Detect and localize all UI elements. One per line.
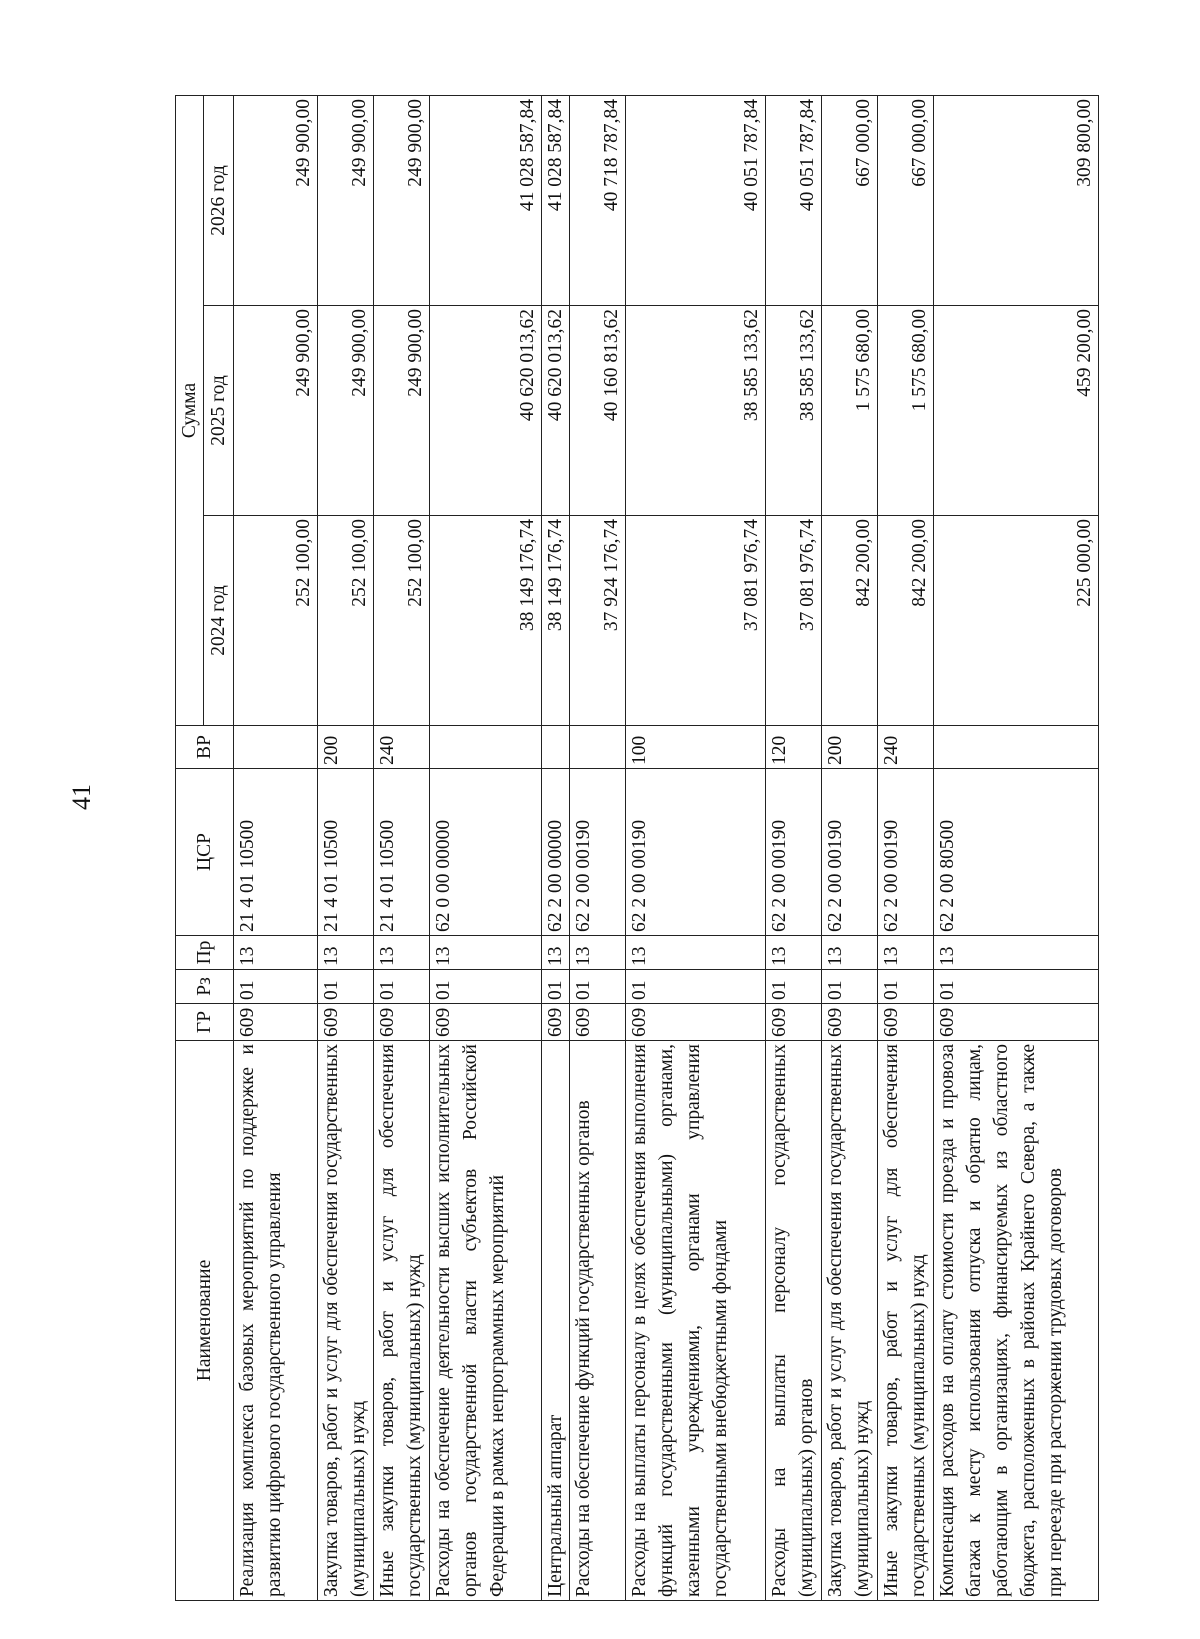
cell-csr: 62 2 00 00190 xyxy=(570,769,626,936)
cell-csr: 62 2 00 00190 xyxy=(626,769,766,936)
header-vr: ВР xyxy=(176,726,234,769)
cell-vr: 100 xyxy=(626,726,766,769)
cell-name: Иные закупки товаров, работ и услуг для обеспечения государственных (муниципальных) нужд xyxy=(374,1041,430,1601)
cell-gr: 609 xyxy=(766,1004,822,1041)
cell-name: Расходы на выплаты персоналу государственных (муниципальных) органов xyxy=(766,1041,822,1601)
table-row xyxy=(878,95,934,1600)
table-row xyxy=(626,95,766,1600)
table-row xyxy=(570,95,626,1600)
cell-y2026: 249 900,00 xyxy=(234,95,318,305)
cell-rz: 01 xyxy=(766,970,822,1004)
cell-y2025: 249 900,00 xyxy=(318,306,374,516)
budget-table xyxy=(175,95,1099,1601)
table-row xyxy=(542,95,570,1600)
cell-vr xyxy=(570,726,626,769)
cell-y2024: 225 000,00 xyxy=(934,516,1099,726)
cell-rz: 01 xyxy=(626,970,766,1004)
cell-y2024: 842 200,00 xyxy=(822,516,878,726)
table-row xyxy=(318,95,374,1600)
cell-gr: 609 xyxy=(318,1004,374,1041)
cell-pr: 13 xyxy=(374,936,430,970)
cell-gr: 609 xyxy=(626,1004,766,1041)
table-row xyxy=(934,95,1099,1600)
header-name: Наименование xyxy=(176,1041,234,1601)
cell-rz: 01 xyxy=(318,970,374,1004)
header-gr: ГР xyxy=(176,1004,234,1041)
cell-y2026: 41 028 587,84 xyxy=(430,95,542,305)
cell-csr: 62 2 00 00190 xyxy=(822,769,878,936)
cell-vr: 240 xyxy=(374,726,430,769)
cell-rz: 01 xyxy=(542,970,570,1004)
cell-gr: 609 xyxy=(234,1004,318,1041)
cell-y2025: 1 575 680,00 xyxy=(822,306,878,516)
cell-csr: 21 4 01 10500 xyxy=(374,769,430,936)
cell-name: Закупка товаров, работ и услуг для обеспечения государственных (муниципальных) нужд xyxy=(822,1041,878,1601)
cell-y2025: 249 900,00 xyxy=(374,306,430,516)
cell-y2026: 249 900,00 xyxy=(318,95,374,305)
cell-y2026: 249 900,00 xyxy=(374,95,430,305)
cell-csr: 62 0 00 00000 xyxy=(430,769,542,936)
header-year-2025: 2025 год xyxy=(204,306,234,516)
header-csr: ЦСР xyxy=(176,769,234,936)
cell-rz: 01 xyxy=(430,970,542,1004)
cell-name: Расходы на выплаты персоналу в целях обеспечения выполнения функций государственными (муниципальными) органами, казенными учреждениями, органами управления государственными внебюджетными фондами xyxy=(626,1041,766,1601)
budget-table-rotated xyxy=(175,96,1095,1601)
cell-pr: 13 xyxy=(234,936,318,970)
cell-y2024: 252 100,00 xyxy=(374,516,430,726)
header-year-2026: 2026 год xyxy=(204,95,234,305)
cell-gr: 609 xyxy=(542,1004,570,1041)
cell-y2024: 38 149 176,74 xyxy=(430,516,542,726)
header-rz: Рз xyxy=(176,970,234,1004)
cell-y2026: 40 051 787,84 xyxy=(626,95,766,305)
cell-name: Расходы на обеспечение функций государственных органов xyxy=(570,1041,626,1601)
cell-vr: 240 xyxy=(878,726,934,769)
cell-vr xyxy=(934,726,1099,769)
cell-y2024: 37 081 976,74 xyxy=(766,516,822,726)
cell-y2026: 309 800,00 xyxy=(934,95,1099,305)
cell-y2024: 38 149 176,74 xyxy=(542,516,570,726)
cell-gr: 609 xyxy=(878,1004,934,1041)
cell-csr: 62 2 00 80500 xyxy=(934,769,1099,936)
cell-csr: 21 4 01 10500 xyxy=(234,769,318,936)
cell-y2025: 40 620 013,62 xyxy=(430,306,542,516)
cell-y2025: 459 200,00 xyxy=(934,306,1099,516)
cell-pr: 13 xyxy=(542,936,570,970)
cell-gr: 609 xyxy=(430,1004,542,1041)
cell-pr: 13 xyxy=(626,936,766,970)
header-year-2024: 2024 год xyxy=(204,516,234,726)
cell-csr: 62 2 00 00000 xyxy=(542,769,570,936)
cell-name: Центральный аппарат xyxy=(542,1041,570,1601)
table-row xyxy=(234,95,318,1600)
header-sum: Сумма xyxy=(176,95,204,725)
cell-vr xyxy=(430,726,542,769)
cell-y2025: 38 585 133,62 xyxy=(626,306,766,516)
cell-vr xyxy=(542,726,570,769)
table-row xyxy=(822,95,878,1600)
header-pr: Пр xyxy=(176,936,234,970)
cell-y2025: 40 160 813,62 xyxy=(570,306,626,516)
cell-rz: 01 xyxy=(374,970,430,1004)
cell-y2025: 40 620 013,62 xyxy=(542,306,570,516)
cell-y2026: 667 000,00 xyxy=(822,95,878,305)
cell-csr: 21 4 01 10500 xyxy=(318,769,374,936)
cell-y2024: 252 100,00 xyxy=(318,516,374,726)
cell-name: Иные закупки товаров, работ и услуг для обеспечения государственных (муниципальных) нужд xyxy=(878,1041,934,1601)
cell-name: Расходы на обеспечение деятельности высших исполнительных органов государственной власти субъектов Российской Федерации в рамках непрограммных мероприятий xyxy=(430,1041,542,1601)
cell-y2026: 40 718 787,84 xyxy=(570,95,626,305)
cell-gr: 609 xyxy=(374,1004,430,1041)
cell-gr: 609 xyxy=(570,1004,626,1041)
cell-rz: 01 xyxy=(234,970,318,1004)
cell-vr: 200 xyxy=(822,726,878,769)
cell-gr: 609 xyxy=(822,1004,878,1041)
cell-y2026: 40 051 787,84 xyxy=(766,95,822,305)
cell-y2026: 667 000,00 xyxy=(878,95,934,305)
cell-y2025: 1 575 680,00 xyxy=(878,306,934,516)
cell-rz: 01 xyxy=(934,970,1099,1004)
cell-name: Реализация комплекса базовых мероприятий по поддержке и развитию цифрового государственного управления xyxy=(234,1041,318,1601)
cell-pr: 13 xyxy=(430,936,542,970)
cell-vr xyxy=(234,726,318,769)
cell-rz: 01 xyxy=(878,970,934,1004)
cell-y2025: 249 900,00 xyxy=(234,306,318,516)
table-body xyxy=(234,95,1099,1600)
cell-pr: 13 xyxy=(878,936,934,970)
cell-y2024: 37 924 176,74 xyxy=(570,516,626,726)
cell-y2024: 37 081 976,74 xyxy=(626,516,766,726)
cell-vr: 200 xyxy=(318,726,374,769)
cell-y2025: 38 585 133,62 xyxy=(766,306,822,516)
cell-name: Компенсация расходов на оплату стоимости проезда и провоза багажа к месту использования отпуска и обратно лицам, работающим в организациях, финансируемых из областного бюджета, расположенных в районах Крайнего Севера, а также при переезде при расторжении трудовых договоров xyxy=(934,1041,1099,1601)
page-number: 41 xyxy=(67,784,96,810)
cell-pr: 13 xyxy=(570,936,626,970)
cell-y2026: 41 028 587,84 xyxy=(542,95,570,305)
table-row xyxy=(374,95,430,1600)
cell-name: Закупка товаров, работ и услуг для обеспечения государственных (муниципальных) нужд xyxy=(318,1041,374,1601)
cell-gr: 609 xyxy=(934,1004,1099,1041)
table-row xyxy=(766,95,822,1600)
cell-y2024: 252 100,00 xyxy=(234,516,318,726)
cell-csr: 62 2 00 00190 xyxy=(878,769,934,936)
cell-pr: 13 xyxy=(766,936,822,970)
cell-csr: 62 2 00 00190 xyxy=(766,769,822,936)
cell-rz: 01 xyxy=(570,970,626,1004)
cell-pr: 13 xyxy=(318,936,374,970)
cell-rz: 01 xyxy=(822,970,878,1004)
table-row xyxy=(430,95,542,1600)
cell-pr: 13 xyxy=(822,936,878,970)
cell-pr: 13 xyxy=(934,936,1099,970)
cell-vr: 120 xyxy=(766,726,822,769)
cell-y2024: 842 200,00 xyxy=(878,516,934,726)
